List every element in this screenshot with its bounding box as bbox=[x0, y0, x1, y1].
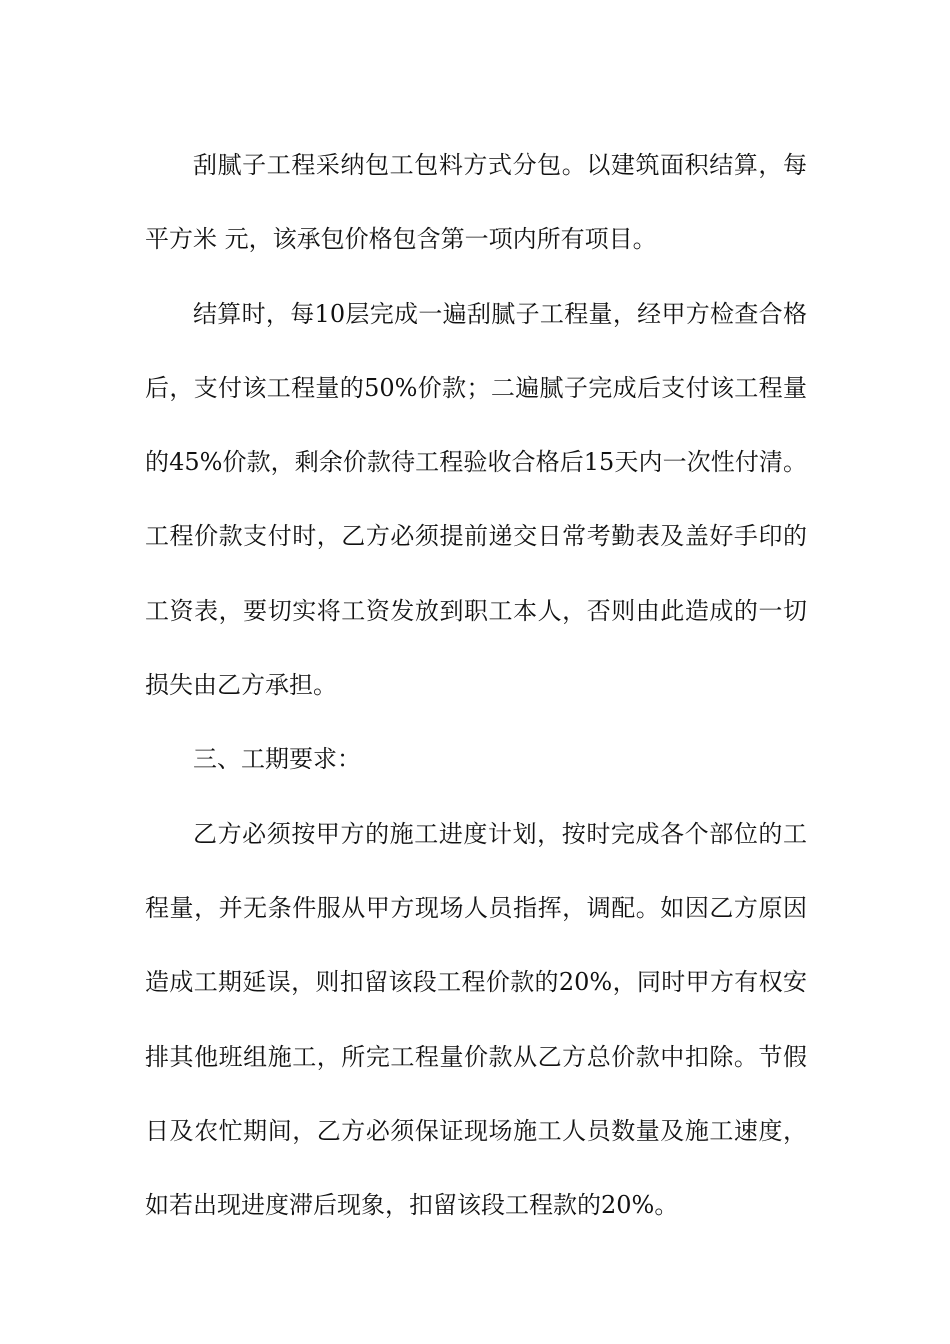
section-heading-schedule: 三、工期要求： bbox=[193, 745, 361, 774]
document-body bbox=[145, 128, 807, 1242]
paragraph-settlement-terms: 结算时，每10层完成一遍刮腻子工程量，经甲方检查合格后，支付该工程量的50%价款；二遍腻子完成后支付该工程量的45%价款，剩余价款待工程验收合格后15天内一次性付清。工程价款支付时，乙方必须提前递交日常考勤表及盖好手印的工资表，要切实将工资发放到职工本人，否则由此造成的一切损失由乙方承担。 bbox=[145, 299, 807, 700]
paragraph-putty-contract: 刮腻子工程采纳包工包料方式分包。以建筑面积结算，每平方米 元，该承包价格包含第一项内所有项目。 bbox=[145, 151, 807, 254]
paragraph-schedule-requirements: 乙方必须按甲方的施工进度计划，按时完成各个部位的工程量，并无条件服从甲方现场人员指挥，调配。如因乙方原因造成工期延误，则扣留该段工程价款的20%，同时甲方有权安排其他班组施工，所完工程量价款从乙方总价款中扣除。节假日及农忙期间，乙方必须保证现场施工人员数量及施工速度，如若出现进度滞后现象，扣留该段工程款的20%。 bbox=[145, 819, 807, 1220]
